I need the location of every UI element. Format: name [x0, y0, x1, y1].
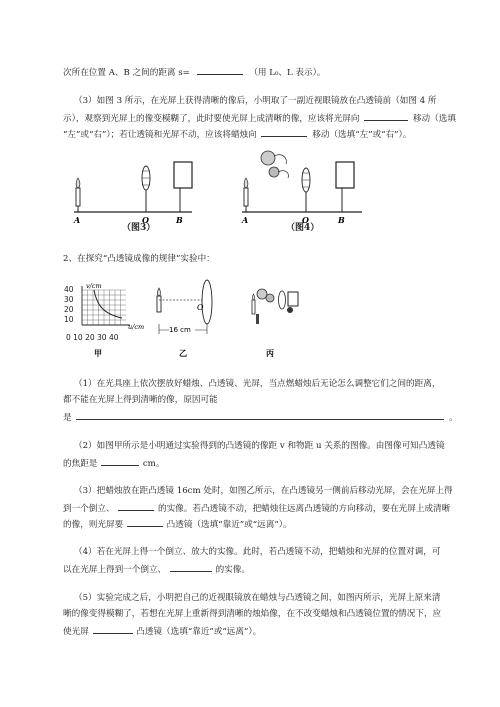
x-axis-label: u/cm: [128, 323, 145, 331]
figure-4-diagram: [238, 150, 378, 230]
answer-blank[interactable]: [261, 127, 307, 137]
y-tick: 30: [64, 295, 74, 304]
figure-3-diagram: [70, 150, 210, 230]
q2-p3-text-2b: 的实像。若凸透镜不动，把蜡烛往远离凸透镜的方向移动，要在光屏上成清晰: [158, 504, 451, 514]
answer-blank[interactable]: [101, 456, 139, 466]
q2-p2-text-1: （2）如图甲所示是小明通过实验得到的凸透镜的像距 v 和物距 u 关系的图像。由图像可知凸透镜: [74, 441, 445, 451]
q2-p1-line-3: [63, 410, 458, 424]
glasses-icon: [257, 289, 267, 299]
q2-p5-line-1: [74, 592, 440, 604]
figure-bing-diagram: [248, 280, 318, 360]
q2-p1-text-3b: 。: [449, 413, 458, 423]
point-label: O: [142, 215, 149, 225]
q3-line-2: [63, 111, 456, 125]
q2-p3-text-1: （3）把蜡烛放在距凸透镜 16cm 处时，如图乙所示，在凸透镜另一侧前后移动光屏，会在光屏上得: [74, 486, 453, 496]
q2-p3-line-1: [74, 485, 453, 497]
q3-distance-post: （用 L₀、L 表示）。: [249, 68, 326, 78]
graph-caption: 甲: [94, 348, 102, 358]
answer-blank[interactable]: [118, 501, 154, 511]
figure-yi-caption: 乙: [179, 348, 187, 358]
q2-p3-line-2: [63, 501, 450, 515]
distance-label: 16 cm: [169, 326, 191, 334]
figure-3-caption: （图3）: [122, 223, 156, 233]
q2-p1-text-2: 都不能在光屏上得到清晰的像，原因可能: [63, 395, 218, 405]
q2-p1-line-2: [63, 394, 218, 406]
q2-p5-text-1: （5）实验完成之后，小明把自己的近视眼镜放在蜡烛与凸透镜之间，如图丙所示，光屏上原来清: [74, 593, 441, 603]
q2-p4-line-1: [74, 546, 440, 558]
q3-line-1: [74, 95, 437, 107]
q2-p4-text-2b: 的实像。: [215, 565, 250, 575]
q2-p3-line-3: [63, 517, 292, 531]
lens-label: O: [197, 303, 204, 312]
q2-intro: [63, 253, 215, 265]
q2-p5-text-2: 晰的像变得模糊了，若想在光屏上重新得到清晰的烛焰像，在不改变蜡烛和凸透镜位置的情况下，应: [63, 609, 442, 619]
q3-text-3b: 移动（选填“左”或“右”）。: [312, 130, 412, 140]
q2-p2-text-2a: 的焦距是: [63, 459, 98, 469]
q2-p3-text-3b: 凸透镜（选填“靠近”或“远离”）。: [166, 520, 292, 530]
point-label: A: [74, 215, 81, 225]
q2-p5-text-3b: 凸透镜（选填“靠近”或“远离”）。: [136, 627, 262, 637]
q3-text-2b: 移动（选填: [412, 114, 456, 124]
figure-4-caption: （图4）: [286, 223, 320, 233]
q2-p3-text-3a: 的像，则光屏要: [63, 520, 124, 530]
q2-p3-text-2a: 到一个倒立、: [63, 504, 115, 514]
q2-p1-text-1: （1）在光具座上依次摆放好蜡烛、凸透镜、光屏，当点燃蜡烛后无论怎么调整它们之间的距离，: [74, 379, 441, 389]
figure-yi-diagram: [155, 280, 235, 360]
q2-p5-line-3: [63, 624, 261, 638]
point-label: A: [242, 215, 249, 225]
answer-blank[interactable]: [170, 562, 212, 572]
q2-p4-text-2a: 以在光屏上得到一个倒立、: [63, 565, 167, 575]
q3-text-1: （3）如图 3 所示，在光屏上获得清晰的像后，小明取了一副近视眼镜放在凸透镜前（如图 4 所: [74, 96, 437, 106]
q2-p2-line-2: [63, 456, 164, 470]
q3-text-2a: 示），观察到光屏上的像变模糊了，此时要使光屏上成清晰的像，应该将光屏向: [63, 114, 360, 124]
point-label: B: [176, 215, 183, 225]
q2-p4-line-2: [63, 562, 250, 576]
glasses-icon: [261, 151, 275, 165]
y-tick: 20: [64, 305, 74, 314]
q2-p1-text-3a: 是: [63, 413, 72, 423]
q2-p4-text-1: （4）若在光屏上得一个倒立、放大的实像。此时，若凸透镜不动，把蜡烛和光屏的位置对调，可: [74, 547, 441, 557]
answer-blank[interactable]: [93, 624, 133, 634]
figure-bing-caption: 丙: [266, 348, 274, 358]
point-label: O: [302, 215, 309, 225]
q2-p2-line-1: [74, 440, 445, 452]
q3-distance-pre: 次所在位置 A、B 之间的距离 s=: [63, 68, 190, 78]
q2-p5-text-3a: 使光屏: [63, 627, 89, 637]
y-axis-label: v/cm: [86, 282, 102, 290]
q3-line-3: [63, 127, 411, 141]
q2-p1-line-1: [74, 378, 440, 390]
y-tick: 10: [64, 315, 74, 324]
point-label: B: [338, 215, 345, 225]
answer-blank[interactable]: [127, 517, 163, 527]
q3-distance-line: [63, 65, 326, 79]
q3-text-3a: “左”或“右”）；若让透镜和光屏不动，应该将蜡烛向: [63, 130, 257, 140]
q2-intro-text: 2、在探究“凸透镜成像的规律”实验中：: [63, 254, 215, 264]
answer-blank[interactable]: [197, 65, 243, 75]
x-ticks: 0 10 20 30 40: [66, 333, 119, 342]
answer-blank[interactable]: [364, 111, 408, 121]
answer-blank[interactable]: [76, 410, 444, 420]
y-tick: 40: [64, 285, 74, 294]
q2-p5-line-2: [63, 608, 441, 620]
graph-jia: [64, 282, 154, 362]
q2-p2-text-2b: cm。: [142, 459, 165, 469]
